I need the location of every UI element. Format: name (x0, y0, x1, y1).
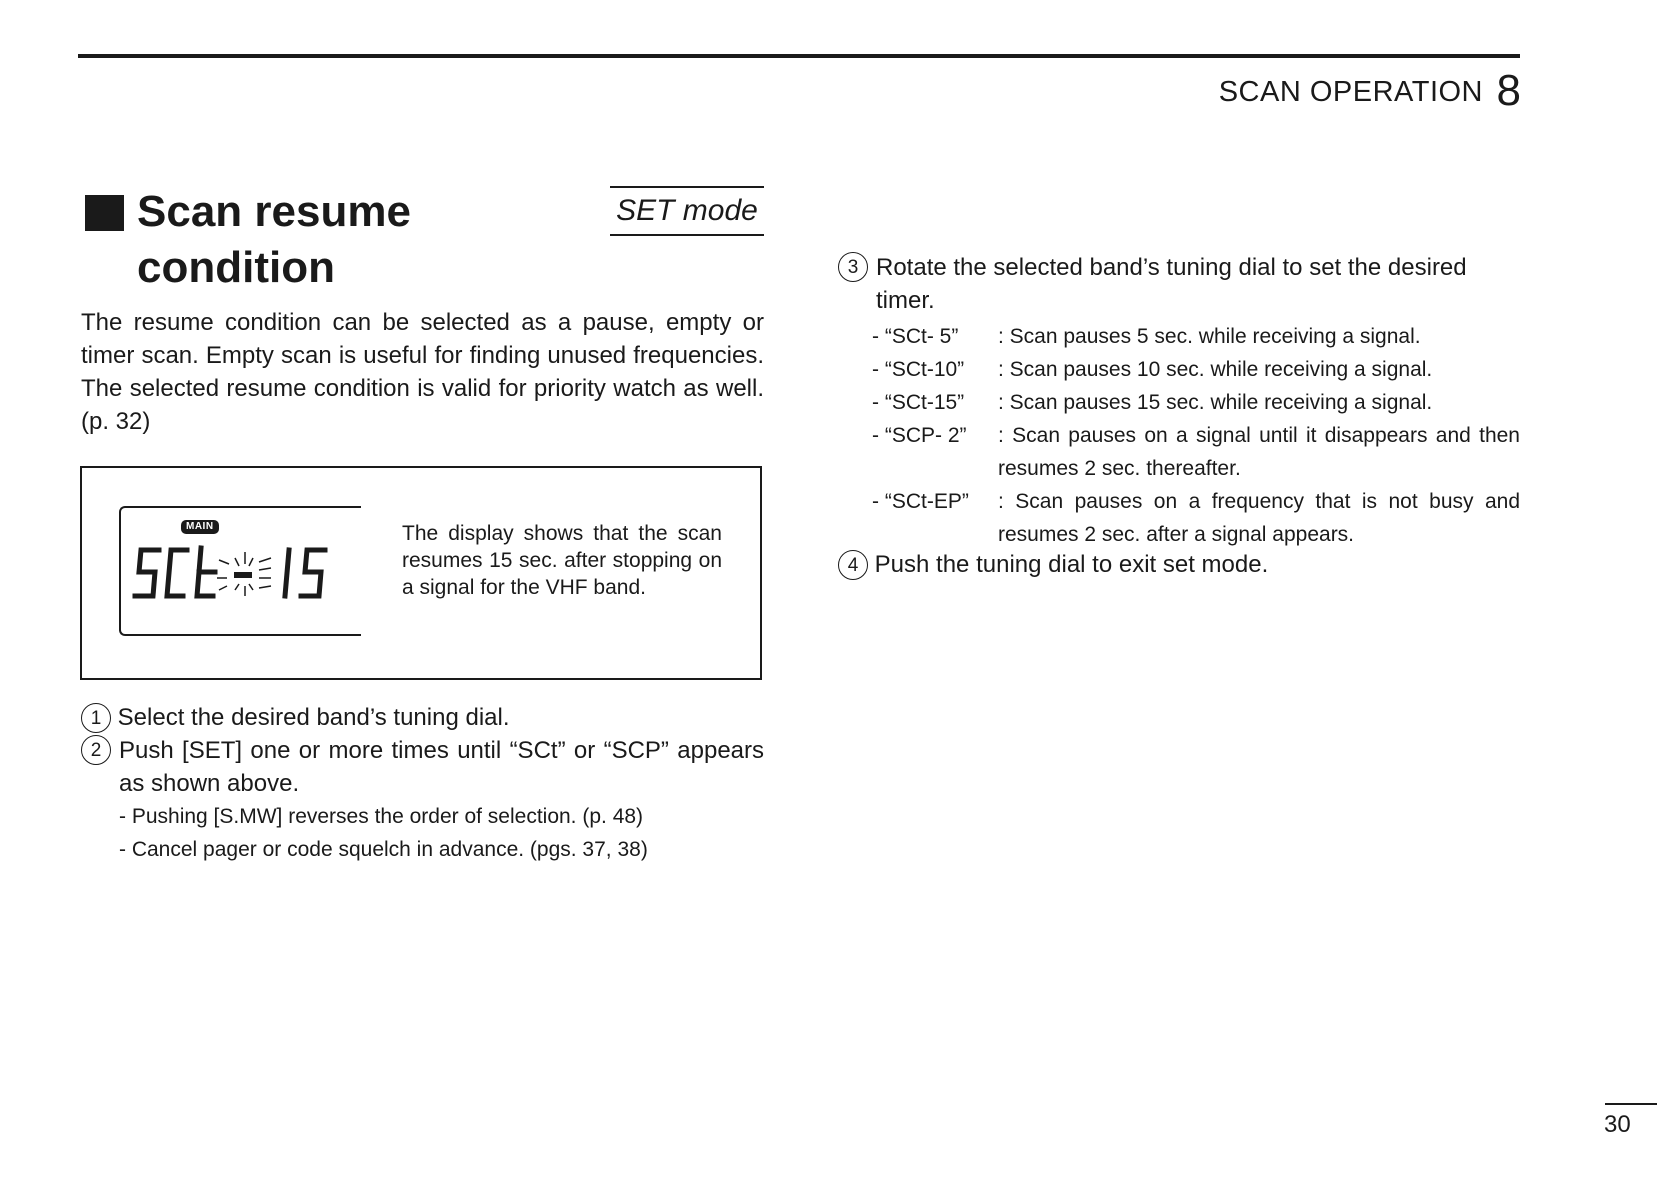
segment-c (167, 550, 187, 596)
step-2-note: - Pushing [S.MW] reverses the order of selection. (p. 48) (119, 805, 644, 828)
page-number-rule (1605, 1103, 1657, 1105)
timer-option-description: : Scan pauses 5 sec. while receiving a signal. (998, 325, 1421, 348)
figure-caption: The display shows that the scan resumes 15 sec. after stopping on a signal for the VHF band. (402, 522, 722, 599)
segment-1 (285, 550, 289, 596)
step-2-number: 2 (81, 735, 111, 765)
timer-option-code: - “SCt-15” (872, 391, 965, 414)
main-indicator: MAIN (181, 520, 219, 534)
lcd-display (119, 506, 361, 636)
set-mode-badge (610, 186, 764, 236)
timer-option-description: : Scan pauses 15 sec. while receiving a signal. (998, 391, 1433, 414)
chapter-number: 8 (1496, 66, 1521, 115)
chapter-title: SCAN OPERATION (1218, 76, 1483, 108)
timer-option-description: : Scan pauses 10 sec. while receiving a signal. (998, 358, 1433, 381)
step-3-text: Rotate the selected band’s tuning dial to set the desired timer. (876, 254, 1467, 314)
timer-option-description: : Scan pauses on a signal until it disappears and then resumes 2 sec. thereafter. (998, 424, 1520, 480)
section-bullet-icon (85, 195, 124, 231)
step-2-text: Push [SET] one or more times until “SCt” or “SCP” appears as shown above. (119, 737, 764, 797)
segment-5 (301, 550, 325, 596)
timer-option-code: - “SCt- 5” (872, 325, 959, 348)
step-1-number: 1 (81, 703, 111, 733)
segment-t (197, 548, 215, 596)
step-1-text: Select the desired band’s tuning dial. (117, 704, 510, 731)
intro-paragraph: The resume condition can be selected as a pause, empty or timer scan. Empty scan is useful for finding unused frequencies. The selected resume condition is valid for priority watch as well. (p. 32) (81, 309, 764, 435)
step-4 (838, 548, 1528, 581)
display-figure (80, 466, 762, 680)
segment-s (135, 550, 159, 596)
step-4-text: Push the tuning dial to exit set mode. (874, 551, 1269, 578)
lcd-segment-readout (131, 538, 361, 608)
timer-option-code: - “SCt-EP” (872, 490, 969, 513)
page-number: 30 (1604, 1111, 1631, 1138)
section-title: Scan resume condition (137, 187, 411, 292)
step-2-note: - Cancel pager or code squelch in advance. (pgs. 37, 38) (119, 838, 648, 861)
step-3-number: 3 (838, 252, 868, 282)
step-1 (81, 701, 771, 734)
set-mode-label: SET mode (616, 194, 758, 227)
timer-option-code: - “SCt-10” (872, 358, 965, 381)
step-4-number: 4 (838, 550, 868, 580)
timer-option-code: - “SCP- 2” (872, 424, 967, 447)
timer-option-description: : Scan pauses on a frequency that is not busy and resumes 2 sec. after a signal appears. (998, 490, 1520, 546)
header-rule (78, 54, 1520, 58)
